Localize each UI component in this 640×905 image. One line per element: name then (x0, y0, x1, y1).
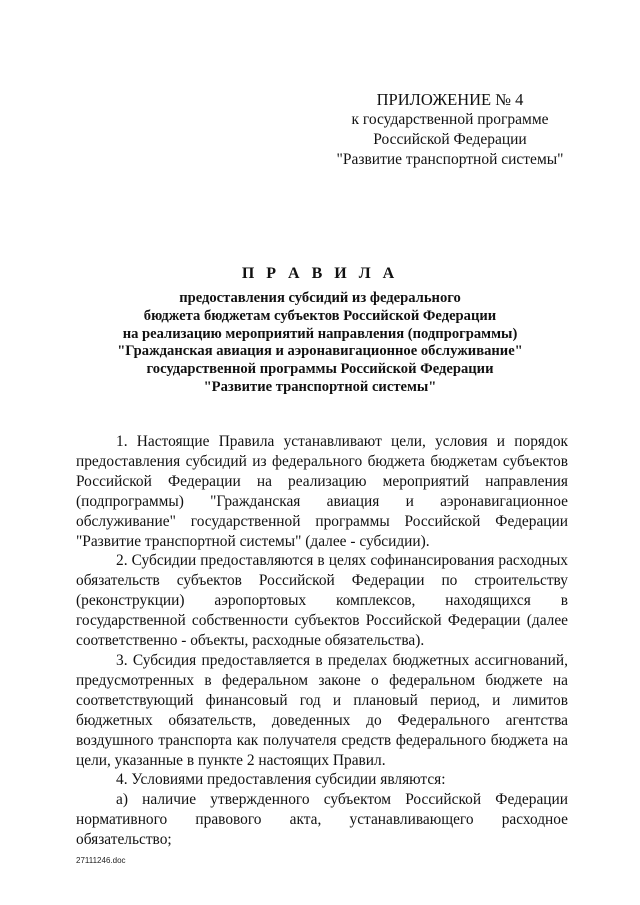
appendix-line: "Развитие транспортной системы" (336, 151, 564, 168)
paragraph-4: 4. Условиями предоставления субсидии являются: (116, 771, 446, 789)
document-title: П Р А В И Л А (241, 265, 399, 282)
document-subtitle (60, 290, 580, 397)
subtitle-line: на реализацию мероприятий направления (подпрограммы) (122, 325, 518, 342)
subtitle-line: "Развитие транспортной системы" (203, 378, 437, 395)
appendix-line: к государственной программе (351, 111, 549, 128)
paragraph-4a: а) наличие утвержденного субъектом Российской Федерации нормативного правового акта, устанавливающего расходное обязательство; (76, 791, 568, 849)
appendix-heading: ПРИЛОЖЕНИЕ № 4 (376, 90, 524, 109)
file-name-footer: 27111246.doc (76, 856, 126, 865)
subtitle-line: государственной программы Российской Федерации (146, 361, 494, 378)
paragraph-3: 3. Субсидия предоставляется в пределах бюджетных ассигнований, предусмотренных в федеральном законе о федеральном бюджете на соответствующий финансовый год и плановый период, и лимитов бюджетных обязательств, доведенных до Федерального агентства воздушного транспорта как получателя средств федерального бюджета на цели, указанные в пункте 2 настоящих Правил. (76, 651, 568, 769)
subtitle-line: "Гражданская авиация и аэронавигационное обслуживание" (117, 343, 523, 360)
document-body (76, 432, 568, 850)
appendix-line: Российской Федерации (373, 131, 527, 148)
appendix-header (300, 90, 600, 170)
paragraph-2: 2. Субсидии предоставляются в целях софинансирования расходных обязательств субъектов Российской Федерации по строительству (реконструкции) аэропортовых комплексов, находящихся в государственной собственности субъектов Российской Федерации (далее соответственно - объекты, расходные обязательства). (76, 552, 568, 650)
subtitle-line: бюджета бюджетам субъектов Российской Федерации (143, 307, 497, 324)
paragraph-1: 1. Настоящие Правила устанавливают цели, условия и порядок предоставления субсидий из федерального бюджета бюджетам субъектов Российской Федерации на реализацию мероприятий направления (подпрограммы) "Гражданская авиация и аэронавигационное обслуживание" государственной программы Российской Федерации "Развитие транспортной системы" (далее - субсидии). (76, 433, 568, 550)
subtitle-line: предоставления субсидий из федерального (179, 290, 461, 306)
